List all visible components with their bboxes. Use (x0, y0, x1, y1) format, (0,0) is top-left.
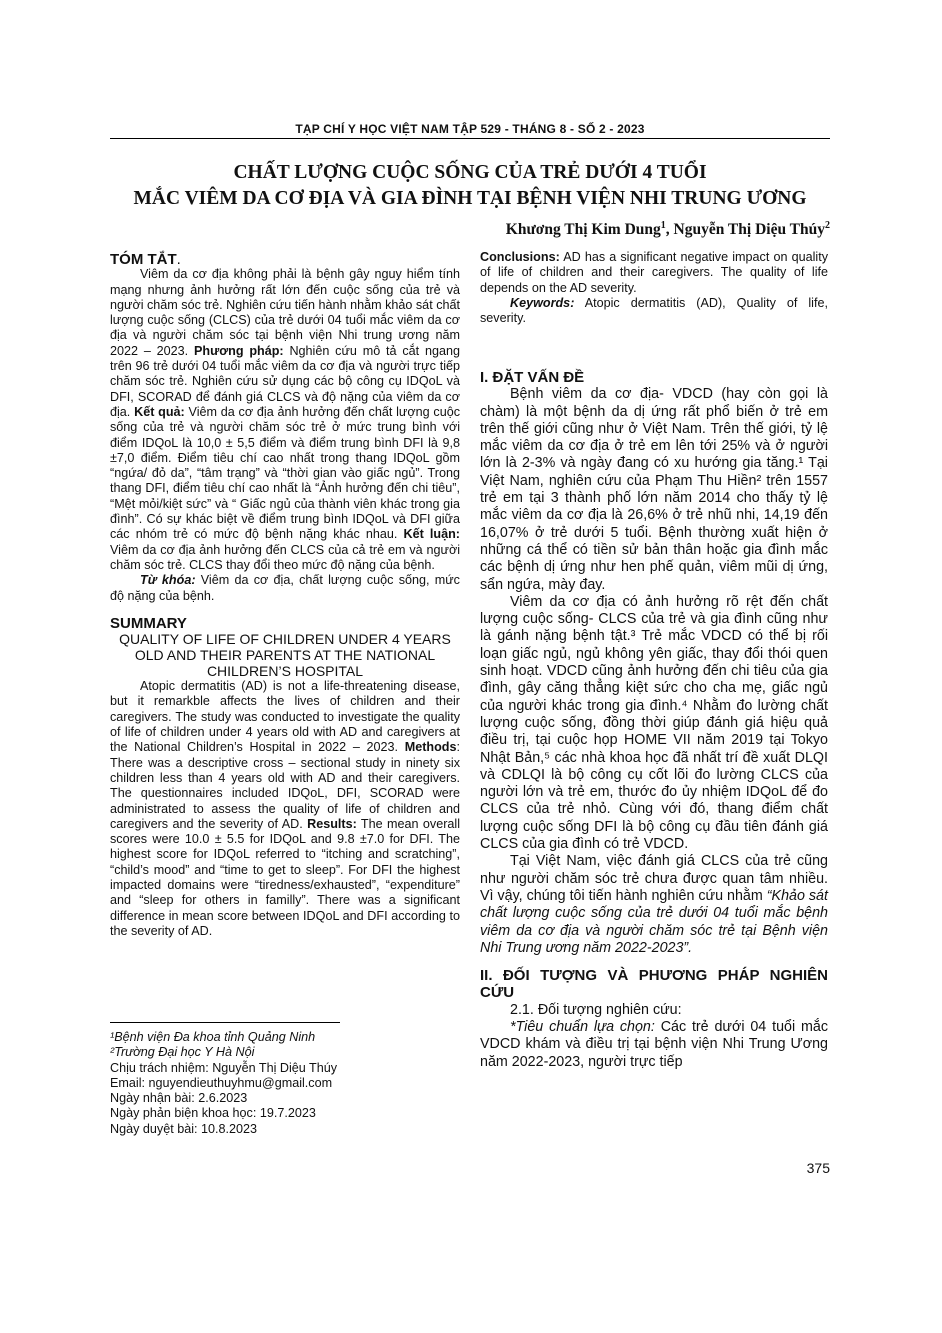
summary-heading: SUMMARY (110, 614, 187, 632)
footnote-affiliation-2: ²Trường Đại học Y Hà Nội (110, 1045, 255, 1060)
title-line-1: CHẤT LƯỢNG CUỘC SỐNG CỦA TRẺ DƯỚI 4 TUỔI (233, 162, 707, 183)
section-1-heading: I. ĐẶT VẤN ĐỀ (480, 369, 585, 386)
abstract-vi-heading-text: TÓM TẮT (110, 251, 177, 268)
abstract-vi-result-text: Viêm da cơ địa ảnh hưởng đến chất lượng cuộc sống của trẻ và người chăm sóc trẻ ở mức trung bình với điểm IDQoL là 10,0 ± 5,5 điểm và điểm trung bình DFI là 9,8 ±7,0 điểm. Điểm tiêu chí cao nhất trong thang IDQoL gồm “ngứa/ đỏ da”, “tâm trạng” và “thời gian vào giấc ngủ”. Trong thang DFI, điểm tiêu chí cao nhất là “Ảnh hưởng đến chi tiêu”, “Mệt mỏi/kiệt sức” và “ Giấc ngủ của thành viên khác trong gia đình”. Có sự khác biệt về điểm trung bình IDQoL và DFI giữa các nhóm trẻ có mức độ bệnh nặng khác nhau. (110, 404, 460, 542)
footnote-reviewed: Ngày phản biện khoa học: 19.7.2023 (110, 1106, 316, 1121)
article-title (110, 160, 830, 212)
section-2-criteria-text: Các trẻ dưới 04 tuổi mắc VDCD khám và điều trị tại bệnh viện Nhi Trung Ương năm 2022-2023, người trực tiếp (480, 1018, 828, 1070)
abstract-vi-method-text: Nghiên cứu mô tả cắt ngang trên 96 trẻ dưới 04 tuổi mắc viêm da cơ địa và người trực tiếp chăm sóc trẻ. Nghiên cứu sử dụng các bộ công cụ IDQoL và DFI, SCORAD để đánh giá CLCS và độ nặng của viêm da cơ địa. (110, 343, 460, 419)
left-column (110, 252, 460, 939)
summary-results-text: The mean overall scores were 10.0 ± 5.5 for IDQoL and 9.8 ±7.0 for DFI. The highest score for IDQoL referred to “itching and scratching”, “child’s mood” and “time to get to sleep”. For DFI the highest impacted domains were “tiredness/exhausted”, “expenditure” and “sleep for others in familly”. There was a significant difference in mean score between IDQoL and DFI according to the severity of AD. (110, 816, 460, 938)
footnote-email: Email: nguyendieuthuyhmu@gmail.com (110, 1075, 333, 1090)
summary-conclusions-text: AD has a significant negative impact on quality of life of children and their caregivers. The quality of life depends on the AD severity. (480, 250, 828, 295)
summary-methods-label: Methods (404, 740, 457, 755)
right-column (480, 250, 828, 326)
section-2-criteria-label: *Tiêu chuẩn lựa chọn: (510, 1018, 655, 1035)
summary-results-label: Results: (307, 816, 357, 831)
abstract-vi-heading (110, 252, 460, 267)
abstract-vi-keywords-label: Từ khóa: (140, 573, 196, 588)
right-column-main (480, 369, 828, 1071)
summary-keywords-label: Keywords: (510, 295, 575, 310)
abstract-vi-method-label: Phương pháp: (193, 343, 284, 358)
summary-continued (480, 250, 828, 296)
author-2-affiliation: 2 (825, 220, 830, 231)
section-2-criteria (480, 1019, 828, 1071)
summary-title: QUALITY OF LIFE OF CHILDREN UNDER 4 YEARS OLD AND THEIR PARENTS AT THE NATIONAL CHILDREN’S HOSPITAL (119, 631, 451, 680)
summary-body (110, 679, 460, 939)
abstract-vi-intro: Viêm da cơ địa không phải là bệnh gây nguy hiểm tính mạng nhưng ảnh hưởng rất lớn đến cuộc sống của trẻ và người chăm sóc trẻ. Nghiên cứu tiến hành nhằm khảo sát chất lượng cuộc sống (CLCS) của trẻ dưới 04 tuổi mắc viêm da cơ địa và người chăm sóc tại bệnh viện Nhi trung ương năm 2022 – 2023. (110, 267, 460, 358)
abstract-vi-keywords-text: Viêm da cơ địa, chất lượng cuộc sống, mức độ nặng của bệnh. (110, 573, 460, 603)
section-2-1-heading: 2.1. Đối tượng nghiên cứu: (510, 1001, 682, 1018)
author-1: Khương Thị Kim Dung (505, 221, 661, 239)
abstract-vi-heading-dot: . (176, 251, 181, 268)
footnote-received: Ngày nhận bài: 2.6.2023 (110, 1091, 248, 1106)
section-1-paragraph-3 (480, 853, 828, 957)
footnote-responsible: Chịu trách nhiệm: Nguyễn Thị Diệu Thúy (110, 1060, 338, 1075)
summary-conclusions-label: Conclusions: (480, 250, 560, 264)
page-number: 375 (806, 1160, 830, 1176)
summary-intro: Atopic dermatitis (AD) is not a life-threatening disease, but it remarkble affects the lives of children and their caregivers. The study was conducted to investigate the quality of life of children under 4 years old with AD and caregivers at the National Children’s Hospital in 2022 – 2023. (110, 679, 460, 755)
abstract-vi-body (110, 267, 460, 573)
summary-keywords (480, 296, 828, 327)
footnote-accepted: Ngày duyệt bài: 10.8.2023 (110, 1121, 258, 1136)
section-1-paragraph-3-italic: “Khảo sát chất lượng cuộc sống của trẻ dưới 04 tuổi mắc bệnh viêm da cơ địa và người chăm sóc trẻ tại Bệnh viện Nhi Trung ương năm 2022-2023”. (480, 887, 828, 956)
title-line-2: MẮC VIÊM DA CƠ ĐỊA VÀ GIA ĐÌNH TẠI BỆNH VIỆN NHI TRUNG ƯƠNG (133, 188, 807, 209)
header-rule (110, 138, 830, 139)
section-1-paragraph-3-text: Tại Việt Nam, việc đánh giá CLCS của trẻ cũng như người chăm sóc trẻ chưa được quan tâm nhiều. Vì vậy, chúng tôi tiến hành nghiên cứu nhằm (480, 853, 828, 904)
abstract-vi-conclusion-label: Kết luận: (403, 527, 460, 542)
author-separator: , (665, 221, 674, 239)
author-1-affiliation: 1 (660, 220, 666, 231)
section-2-heading: II. ĐỐI TƯỢNG VÀ PHƯƠNG PHÁP NGHIÊN CỨU (480, 967, 828, 1002)
abstract-vi-keywords (110, 573, 460, 604)
footnote-rule (110, 1022, 340, 1023)
section-1-paragraph-2: Viêm da cơ địa có ảnh hưởng rõ rệt đến chất lượng cuộc sống- CLCS của trẻ và gia đình cũng như là gánh nặng bệnh tật.³ Trẻ mắc VDCD có thể bị rối loạn giấc ngủ, ngủ không yên giấc, thay đổi thói quen sinh hoạt. VDCD cũng ảnh hưởng đến chi tiêu của gia đình, gây căng thẳng kiệt sức cho cha mẹ, giấc ngủ của người khác trong gia đình.⁴ Nhằm đo lường chất lượng cuộc sống, đồng thời giúp đánh giá hiệu quả điều trị, tại cuộc họp HOME VII năm 2019 tại Tokyo Nhật Bản,⁵ các nhà khoa học đã nhất trí đề xuất DLQI và CDLQI là bộ công cụ cốt lõi đo lường CLCS của người lớn và trẻ em, thước đo ủy nhiệm IDQoL để đo CLCS của trẻ nhỏ. Cùng với đó, thang điểm chất lượng cuộc sống DFI là bộ công cụ đầu tiên đánh giá CLCS của gia đình có trẻ VDCD. (480, 593, 828, 853)
abstract-vi-result-label: Kết quả: (134, 404, 185, 419)
summary-methods-text: : There was a descriptive cross – sectional study in ninety six children less than 4 years old with AD and their caregivers. The questionnaires included IDQoL, DFI, SCORAD were administrated to assess the quality of life of children and caregivers and the severity of AD. (110, 740, 460, 831)
journal-header: TẠP CHÍ Y HỌC VIỆT NAM TẬP 529 - THÁNG 8 - SỐ 2 - 2023 (295, 122, 645, 136)
author-2: Nguyễn Thị Diệu Thúy (673, 221, 825, 239)
footnote-affiliation-1: ¹Bệnh viện Đa khoa tỉnh Quảng Ninh (110, 1030, 316, 1044)
summary-keywords-text: Atopic dermatitis (AD), Quality of life, severity. (480, 295, 828, 326)
footnotes (110, 1030, 460, 1137)
author-list (300, 220, 830, 239)
section-1-paragraph-1: Bệnh viêm da cơ địa- VDCD (hay còn gọi là chàm) là một bệnh da dị ứng rất phổ biến ở trẻ em trên thế giới cũng như ở Việt Nam. Trên thế giới, tỷ lệ mắc viêm da cơ địa ở trẻ em lên tới 25% và ở người lớn là 2-3% và ngày đang có xu hướng gia tăng.¹ Tại Việt Nam, nghiên cứu của Phạm Thu Hiền² trên 1557 trẻ em tại 3 thành phố lớn năm 2014 cho thấy tỷ lệ mắc viêm da cơ địa là 26,6% ở trẻ nhũ nhi, 14,19 đến 16,07% ở trẻ dưới 5 tuổi. Bệnh thường xuất hiện ở những cá thể có tiền sử bản thân hoặc gia đình mắc các bệnh dị ứng như hen phế quản, viêm mũi dị ứng, sẩn ngứa, mày đay. (480, 386, 828, 593)
abstract-vi-conclusion-text: Viêm da cơ địa ảnh hưởng đến CLCS của cả trẻ em và người chăm sóc trẻ. CLCS thay đổi theo mức độ nặng của bệnh. (110, 542, 460, 572)
